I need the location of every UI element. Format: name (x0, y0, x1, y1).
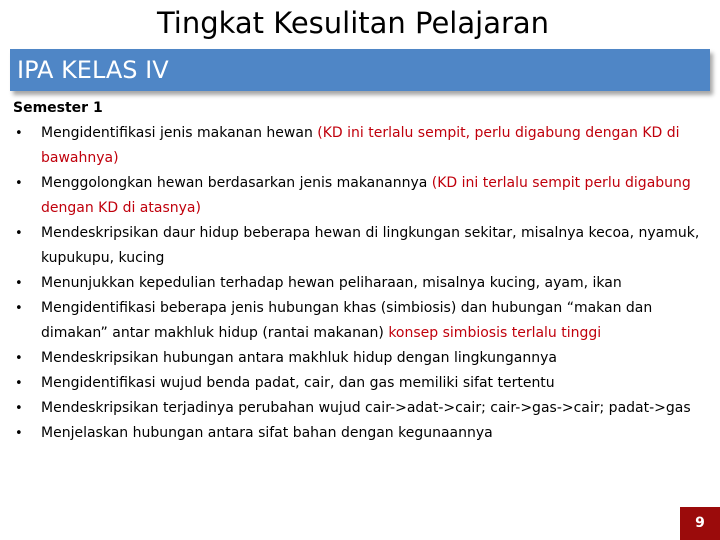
item-text: Mendeskripsikan hubungan antara makhluk hidup dengan lingkungannya (41, 350, 557, 366)
competency-list (13, 121, 710, 446)
list-item (13, 121, 710, 171)
slide-title: Tingkat Kesulitan Pelajaran (156, 6, 550, 40)
bullet-icon: • (15, 351, 23, 366)
list-item (13, 221, 710, 271)
item-text: Mengidentifikasi beberapa jenis hubungan khas (simbiosis) dan hubungan “makan dan dimakan” antar makhluk hidup (rantai makanan) (41, 300, 653, 341)
item-text: Menunjukkan kepedulian terhadap hewan peliharaan, misalnya kucing, ayam, ikan (41, 275, 622, 291)
list-item (13, 421, 710, 446)
bullet-icon: • (15, 426, 23, 441)
item-note: (KD ini terlalu sempit perlu digabung dengan KD di atasnya) (41, 175, 691, 216)
list-item (13, 396, 710, 421)
page-number: 9 (695, 515, 705, 531)
list-item (13, 346, 710, 371)
section-banner (10, 49, 710, 91)
slide-content (13, 96, 710, 446)
bullet-icon: • (15, 376, 23, 391)
bullet-icon: • (15, 226, 23, 241)
bullet-icon: • (15, 176, 23, 191)
list-item (13, 171, 710, 221)
list-item (13, 296, 710, 346)
banner-label: IPA KELAS IV (17, 56, 169, 84)
item-note: konsep simbiosis terlalu tinggi (388, 325, 602, 341)
list-item (13, 371, 710, 396)
item-note: (KD ini terlalu sempit, perlu digabung dengan KD di bawahnya) (41, 125, 680, 166)
list-item (13, 271, 710, 296)
item-text: Mengidentifikasi wujud benda padat, cair, dan gas memiliki sifat tertentu (41, 375, 555, 391)
bullet-icon: • (15, 126, 23, 141)
item-text: Menggolongkan hewan berdasarkan jenis makanannya (41, 175, 432, 191)
item-text: Menjelaskan hubungan antara sifat bahan dengan kegunaannya (41, 425, 493, 441)
item-text: Mengidentifikasi jenis makanan hewan (41, 125, 318, 141)
bullet-icon: • (15, 401, 23, 416)
bullet-icon: • (15, 276, 23, 291)
bullet-icon: • (15, 301, 23, 316)
item-text: Mendeskripsikan daur hidup beberapa hewan di lingkungan sekitar, misalnya kecoa, nyamuk, kupukupu, kucing (41, 225, 700, 266)
page-number-badge (680, 507, 720, 540)
semester-heading: Semester 1 (13, 100, 103, 116)
item-text: Mendeskripsikan terjadinya perubahan wujud cair->adat->cair; cair->gas->cair; padat->gas (41, 400, 691, 416)
